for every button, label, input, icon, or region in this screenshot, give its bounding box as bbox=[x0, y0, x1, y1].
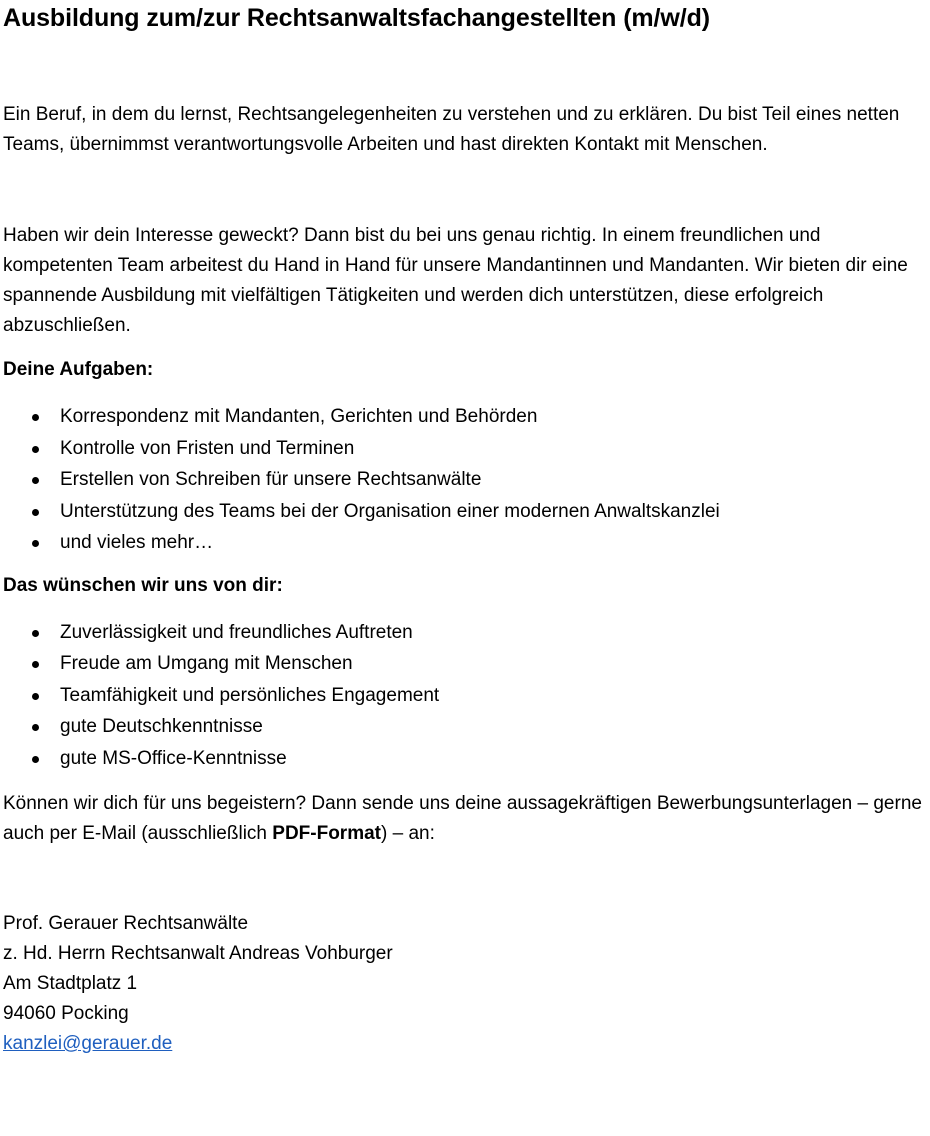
interest-paragraph: Haben wir dein Interesse geweckt? Dann bist du bei uns genau richtig. In einem freundlichen und kompetenten Team arbeitest du Hand in Hand für unsere Mandantinnen und Mandanten. Wir bieten dir eine spannende Ausbildung mit vielfältigen Tätigkeiten und werden dich unterstützen, diese erfolgreich abzuschließen. bbox=[3, 225, 908, 336]
list-item: Korrespondenz mit Mandanten, Gerichten und Behörden bbox=[3, 401, 930, 433]
contact-person: z. Hd. Herrn Rechtsanwalt Andreas Vohburger bbox=[3, 943, 393, 964]
list-item: Erstellen von Schreiben für unsere Rechtsanwälte bbox=[3, 464, 930, 496]
list-item: Teamfähigkeit und persönliches Engagement bbox=[3, 680, 930, 712]
requirements-heading: Das wünschen wir uns von dir: bbox=[3, 574, 283, 596]
tasks-list bbox=[3, 401, 930, 559]
closing-paragraph bbox=[3, 789, 930, 849]
list-item: Freude am Umgang mit Menschen bbox=[3, 648, 930, 680]
closing-text-end: ) – an: bbox=[381, 823, 435, 844]
email-link[interactable]: kanzlei@gerauer.de bbox=[3, 1033, 173, 1054]
list-item: gute MS-Office-Kenntnisse bbox=[3, 743, 930, 775]
contact-address bbox=[3, 909, 930, 1059]
email-line bbox=[3, 1029, 930, 1059]
intro-paragraph: Ein Beruf, in dem du lernst, Rechtsangelegenheiten zu verstehen und zu erklären. Du bist Teil eines netten Teams, übernimmst verantwortungsvolle Arbeiten und hast direkten Kontakt mit Menschen. bbox=[3, 104, 900, 155]
city-address: 94060 Pocking bbox=[3, 1003, 129, 1024]
street-address: Am Stadtplatz 1 bbox=[3, 973, 138, 994]
pdf-format-note: PDF-Format bbox=[272, 823, 381, 844]
list-item: Kontrolle von Fristen und Terminen bbox=[3, 433, 930, 465]
tasks-heading: Deine Aufgaben: bbox=[3, 359, 154, 380]
requirements-list bbox=[3, 617, 930, 775]
list-item: Unterstützung des Teams bei der Organisation einer modernen Anwaltskanzlei bbox=[3, 496, 930, 528]
list-item: Zuverlässigkeit und freundliches Auftreten bbox=[3, 617, 930, 649]
closing-text: Können wir dich für uns begeistern? Dann sende uns deine aussagekräftigen Bewerbungsunterlagen – gerne auch per E-Mail (ausschließlich bbox=[3, 793, 922, 844]
list-item: und vieles mehr… bbox=[3, 527, 930, 559]
page-title: Ausbildung zum/zur Rechtsanwaltsfachangestellten (m/w/d) bbox=[3, 4, 710, 32]
company-name: Prof. Gerauer Rechtsanwälte bbox=[3, 913, 249, 934]
list-item: gute Deutschkenntnisse bbox=[3, 711, 930, 743]
